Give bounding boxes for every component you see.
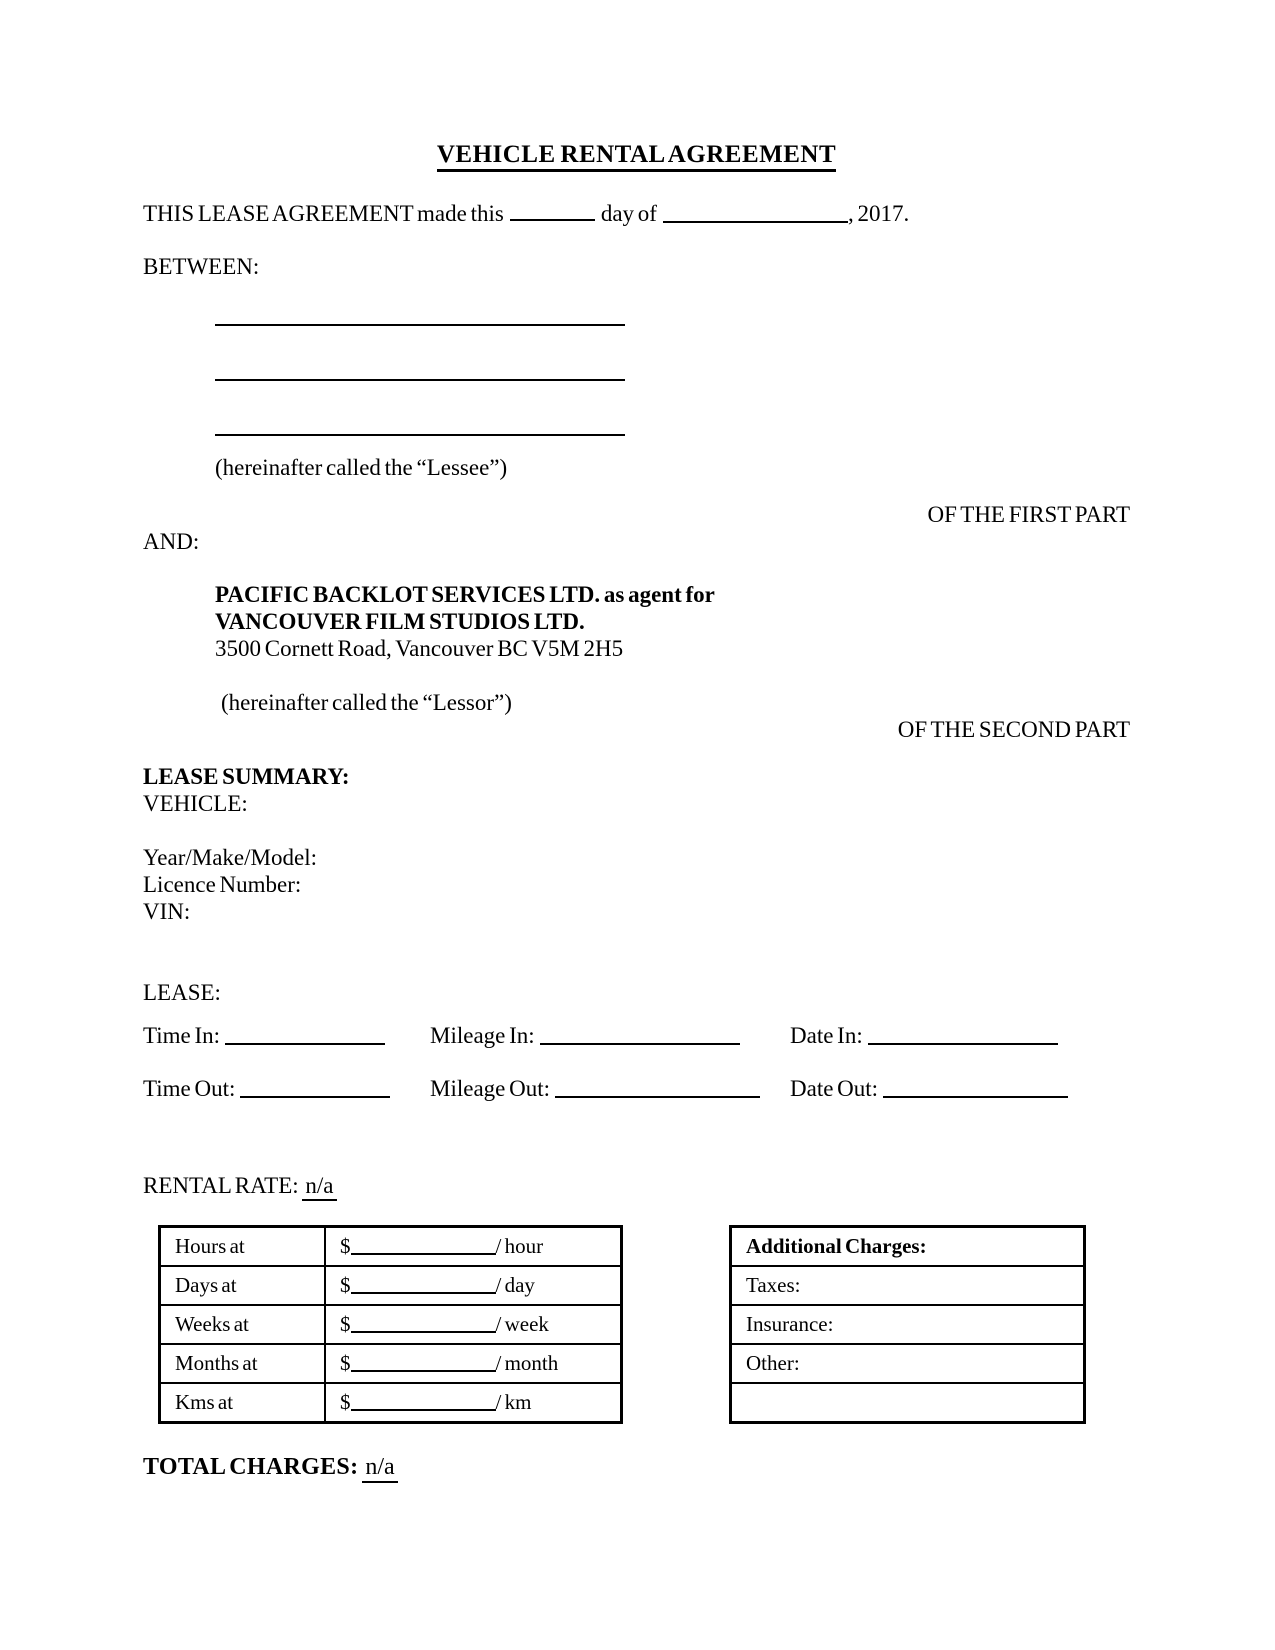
date-out-label: Date Out: [790, 1076, 879, 1101]
rate-row-hours [160, 1227, 622, 1267]
rate-per-label: / hour [495, 1234, 544, 1258]
lease-row-in [143, 1022, 1130, 1049]
lessee-name-field-3[interactable] [215, 381, 625, 436]
rate-amount-cell [325, 1344, 622, 1383]
vehicle-label: VEHICLE: [143, 791, 248, 816]
rate-unit-label: Kms at [160, 1383, 326, 1423]
date-out-field[interactable] [883, 1078, 1068, 1098]
month-rate-field[interactable] [351, 1356, 496, 1372]
lessee-name-field-1[interactable] [215, 280, 625, 326]
lease-heading: LEASE: [143, 980, 221, 1005]
year-make-model-label: Year/Make/Model: [143, 845, 317, 870]
charges-row-taxes [731, 1266, 1085, 1305]
hour-rate-field[interactable] [351, 1239, 496, 1255]
rate-unit-label: Hours at [160, 1227, 326, 1267]
lease-summary-heading: LEASE SUMMARY: [143, 764, 350, 789]
rate-per-label: / month [495, 1351, 559, 1375]
day-rate-field[interactable] [351, 1278, 496, 1294]
rate-per-label: / km [495, 1390, 532, 1414]
charges-header-row [731, 1227, 1085, 1267]
currency-sign: $ [340, 1234, 351, 1258]
vehicle-fields [143, 844, 1130, 925]
month-blank-field[interactable] [663, 203, 848, 223]
total-charges-value: n/a [362, 1454, 397, 1483]
licence-number-label: Licence Number: [143, 872, 302, 897]
lessee-note: (hereinafter called the “Lessee”) [215, 455, 508, 480]
rate-row-months [160, 1344, 622, 1383]
rate-unit-label: Months at [160, 1344, 326, 1383]
time-in-group [143, 1022, 430, 1049]
rental-rate-label: RENTAL RATE: [143, 1173, 299, 1198]
mileage-in-field[interactable] [540, 1025, 740, 1045]
lessor-block [215, 581, 1130, 716]
lessor-note: (hereinafter called the “Lessor”) [221, 690, 512, 715]
lessee-name-field-2[interactable] [215, 326, 625, 381]
total-charges-label: TOTAL CHARGES: [143, 1454, 359, 1480]
km-rate-field[interactable] [351, 1395, 496, 1411]
rate-amount-cell [325, 1305, 622, 1344]
tables-section [143, 1225, 1130, 1424]
rate-table [158, 1225, 623, 1424]
intro-line [143, 200, 1130, 227]
vin-label: VIN: [143, 899, 191, 924]
rate-per-label: / day [495, 1273, 535, 1297]
day-blank-field[interactable] [510, 201, 595, 221]
time-out-field[interactable] [240, 1078, 390, 1098]
rate-unit-label: Weeks at [160, 1305, 326, 1344]
currency-sign: $ [340, 1312, 351, 1336]
taxes-label[interactable]: Taxes: [731, 1266, 1085, 1305]
time-in-field[interactable] [225, 1025, 385, 1045]
intro-middle: day of [600, 201, 657, 226]
rate-amount-cell [325, 1383, 622, 1423]
page-title [143, 140, 1130, 170]
additional-charges-header: Additional Charges: [731, 1227, 1085, 1267]
other-label[interactable]: Other: [731, 1344, 1085, 1383]
lessor-name-line-2: VANCOUVER FILM STUDIOS LTD. [215, 609, 585, 634]
charges-row-insurance [731, 1305, 1085, 1344]
rate-row-weeks [160, 1305, 622, 1344]
total-charges-line [143, 1454, 1130, 1481]
mileage-out-field[interactable] [555, 1078, 760, 1098]
mileage-out-group [430, 1075, 790, 1102]
rate-row-days [160, 1266, 622, 1305]
between-label: BETWEEN: [143, 254, 260, 279]
first-part-label: OF THE FIRST PART [927, 502, 1130, 527]
rate-row-kms [160, 1383, 622, 1423]
rental-rate-line [143, 1172, 1130, 1199]
date-out-group [790, 1075, 1130, 1102]
rental-rate-value: n/a [302, 1173, 336, 1201]
lease-row-out [143, 1075, 1130, 1102]
mileage-in-group [430, 1022, 790, 1049]
rate-unit-label: Days at [160, 1266, 326, 1305]
date-in-field[interactable] [868, 1025, 1058, 1045]
rate-per-label: / week [495, 1312, 549, 1336]
rate-amount-cell [325, 1227, 622, 1267]
currency-sign: $ [340, 1390, 351, 1414]
intro-suffix: , 2017. [847, 201, 910, 226]
mileage-in-label: Mileage In: [430, 1023, 535, 1048]
intro-prefix: THIS LEASE AGREEMENT made this [143, 201, 504, 226]
time-out-group [143, 1075, 430, 1102]
lessor-address: 3500 Cornett Road, Vancouver BC V5M 2H5 [215, 636, 624, 661]
page-title-text: VEHICLE RENTAL AGREEMENT [437, 141, 836, 172]
date-in-label: Date In: [790, 1023, 863, 1048]
rate-amount-cell [325, 1266, 622, 1305]
currency-sign: $ [340, 1273, 351, 1297]
week-rate-field[interactable] [351, 1317, 496, 1333]
date-in-group [790, 1022, 1130, 1049]
time-in-label: Time In: [143, 1023, 221, 1048]
second-part-label: OF THE SECOND PART [897, 717, 1130, 742]
insurance-label[interactable]: Insurance: [731, 1305, 1085, 1344]
charges-row-empty [731, 1383, 1085, 1423]
and-label: AND: [143, 529, 200, 554]
mileage-out-label: Mileage Out: [430, 1076, 550, 1101]
additional-charges-table [729, 1225, 1086, 1424]
charges-row-other [731, 1344, 1085, 1383]
lessor-name-line-1: PACIFIC BACKLOT SERVICES LTD. as agent for [215, 582, 715, 607]
lessee-name-blanks [143, 280, 1130, 436]
time-out-label: Time Out: [143, 1076, 236, 1101]
empty-charges-cell[interactable] [731, 1383, 1085, 1423]
currency-sign: $ [340, 1351, 351, 1375]
